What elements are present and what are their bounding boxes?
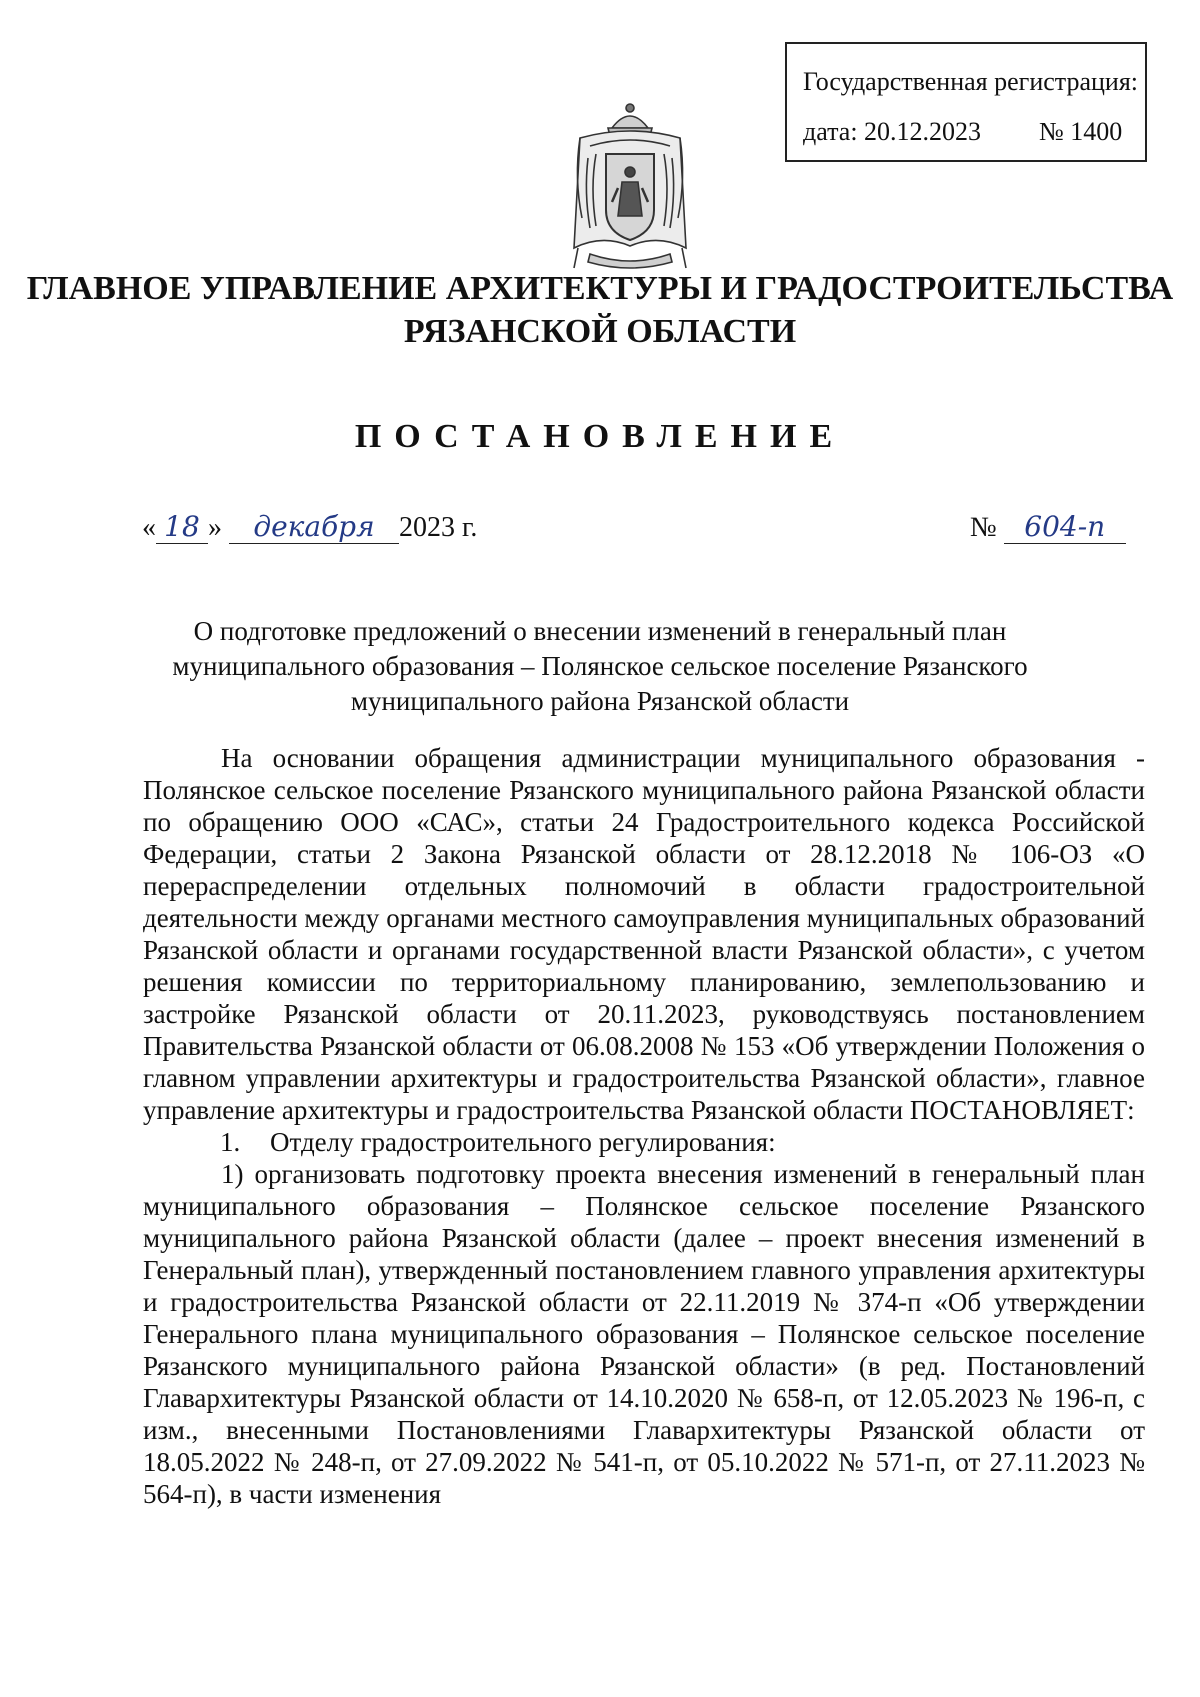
subject-line2: муниципального образования – Полянское сельское поселение Рязанского: [172, 651, 1028, 682]
handwritten-month: декабря: [229, 512, 399, 544]
document-subject: [140, 614, 1060, 719]
document-number: [970, 512, 1126, 544]
date-open-quote: «: [142, 512, 156, 543]
registration-date: дата: 20.12.2023: [803, 117, 982, 146]
number-prefix: №: [970, 512, 997, 543]
organization-name-line2: РЯЗАНСКОЙ ОБЛАСТИ: [403, 312, 797, 350]
handwritten-day: 18: [156, 512, 208, 544]
registration-title: Государственная регистрация:: [803, 67, 1139, 96]
registration-number: № 1400: [1039, 117, 1123, 146]
list-item-1-text: Отделу градостроительного регулирования:: [270, 1127, 776, 1157]
document-type-title: ПОСТАНОВЛЕНИЕ: [354, 418, 846, 455]
document-body: [143, 742, 1145, 1510]
subject-line1: О подготовке предложений о внесении изменений в генеральный план: [193, 616, 1007, 646]
document-date: [142, 512, 477, 544]
list-item-1-number: 1.: [220, 1127, 241, 1157]
registration-stamp: [785, 42, 1147, 162]
date-year: 2023 г.: [399, 512, 478, 543]
organization-header: [0, 268, 1200, 353]
preamble-paragraph: На основании обращения администрации муниципального образования - Полянское сельское поселение Рязанского муниципального района Рязанской области по обращению ООО «САС», статьи 24 Градостроительного кодекса Российской Федерации, статьи 2 Закона Рязанской области от 28.12.2018 № 106-ОЗ «О перераспределении отдельных полномочий в области градостроительной деятельности между органами местного самоуправления муниципальных образований Рязанской области и органами государственной власти Рязанской области», с учетом решения комиссии по территориальному планированию, землепользованию и застройке Рязанской области от 20.11.2023, руководствуясь постановлением Правительства Рязанской области от 06.08.2008 № 153 «Об утверждении Положения о главном управлении архитектуры и градостроительства Рязанской области», главное управление архитектуры и градостроительства Рязанской области ПОСТАНОВЛЯЕТ:: [143, 743, 1145, 1125]
organization-name-line1: ГЛАВНОЕ УПРАВЛЕНИЕ АРХИТЕКТУРЫ И ГРАДОСТРОИТЕЛЬСТВА: [26, 270, 1174, 307]
list-item-1: [143, 1126, 1145, 1158]
coat-of-arms-icon: [560, 98, 700, 276]
subject-line3: муниципального района Рязанской области: [350, 686, 850, 717]
date-close-quote: »: [208, 512, 222, 543]
list-subitem-1-1: 1) организовать подготовку проекта внесения изменений в генеральный план муниципального образования – Полянское сельское поселение Рязанского муниципального района Рязанской области (далее – проект внесения изменений в Генеральный план), утвержденный постановлением главного управления архитектуры и градостроительства Рязанской области от 22.11.2019 № 374-п «Об утверждении Генерального плана муниципального образования – Полянское сельское поселение Рязанского муниципального района Рязанской области» (в ред. Постановлений Главархитектуры Рязанской области от 14.10.2020 № 658-п, от 12.05.2023 № 196-п, с изм., внесенными Постановлениями Главархитектуры Рязанской области от 18.05.2022 № 248-п, от 27.09.2022 № 541-п, от 05.10.2022 № 571-п, от 27.11.2023 № 564-п), в части изменения: [143, 1159, 1145, 1509]
handwritten-number: 604-п: [1004, 512, 1126, 544]
